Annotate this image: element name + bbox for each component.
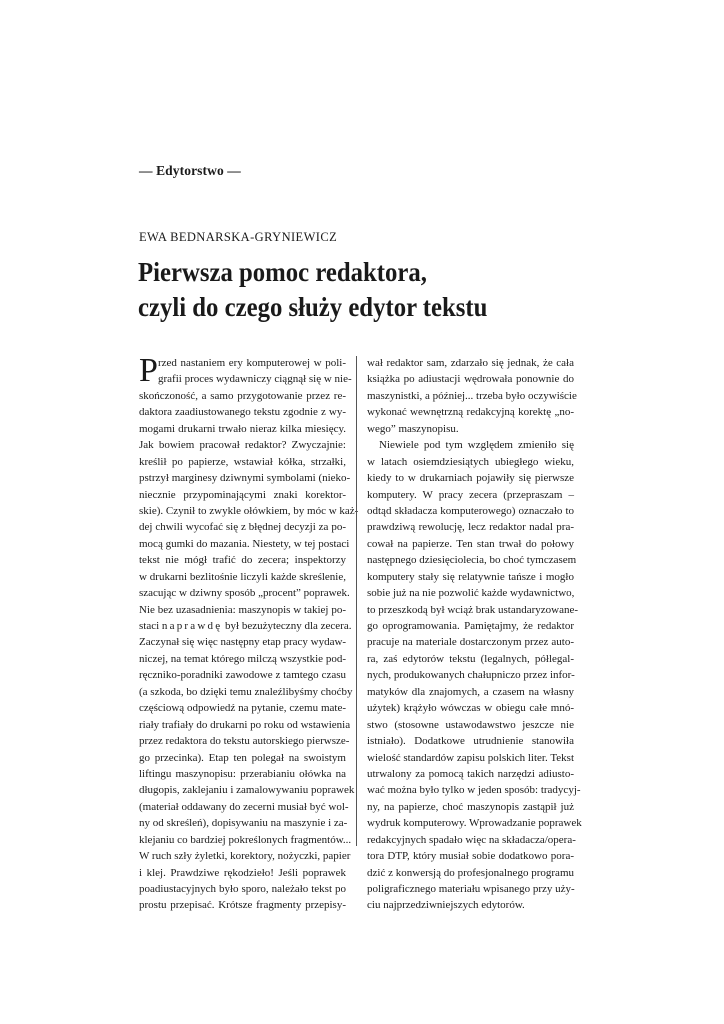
text-line: ny od skreśleń), dopisywaniu na maszynie i za- — [139, 817, 348, 830]
text-line: W ruch szły żyletki, korektory, nożyczki, papier — [139, 850, 351, 863]
text-line: częściową odpowiedź na pytanie, czemu mate- — [139, 702, 346, 715]
text-line: pracuje na materiale dostarczonym przez auto- — [367, 636, 574, 649]
text-line: szacując w dziwny sposób „procent” poprawek. — [139, 587, 350, 600]
text-line: ciu najprzedziwniejszych edytorów. — [367, 899, 525, 912]
text-line: poadiustacyjnych było sporo, należało tekst po — [139, 883, 346, 895]
text-line: ny, na papierze, choć maszynopis zastąpił już — [367, 800, 574, 813]
text-line: rzed nastaniem ery komputerowej w poli- — [158, 357, 346, 369]
text-line: nych, produkowanych chałupniczo przez infor- — [367, 669, 575, 682]
text-line: wego” maszynopisu. — [367, 422, 459, 435]
text-line: komputery. W pracy zecera (przepraszam – — [367, 488, 574, 501]
article-title — [138, 254, 487, 324]
text-line: w drukarni bezlitośnie liczyli każde skreślenie, — [139, 570, 346, 583]
column-divider — [356, 356, 357, 846]
text-line: maszynistki, a później... trzeba było oczywiście — [367, 389, 577, 402]
text-line: niecznie przypominającymi znaki korektor- — [139, 488, 346, 501]
text-line: pstrzył marginesy dziwnymi symbolami (nieko- — [139, 472, 351, 485]
text-line: ręczniko-poradniki zawodowe z tamtego czasu — [139, 669, 346, 682]
text-line: kiedy to w drukarniach pojawiły się pierwsze — [367, 472, 574, 485]
text-line: i klej. Prawdziwe rękodzieło! Jeśli poprawek — [139, 866, 346, 879]
title-line: Pierwsza pomoc redaktora, — [138, 256, 427, 287]
text-line: wać można było tylko w jeden sposób: tradycyj- — [367, 784, 581, 797]
text-line: wał redaktor sam, zdarzało się jednak, że cała — [367, 357, 574, 369]
text-line: go przecinka). Etap ten polegał na swoistym — [139, 751, 346, 764]
text-line: matyków dla znajomych, a czasem na własny — [367, 685, 574, 698]
text-line: Jak bowiem pracował redaktor? Zwyczajnie: — [139, 439, 346, 452]
text-line: Niewiele pod tym względem zmieniło się — [379, 439, 574, 452]
text-line: niczej, na temat którego milczą wszystkie pod- — [139, 652, 346, 665]
text-line: ra, zaś edytorów tekstu (legalnych, półlegal- — [367, 652, 574, 665]
text-line: Zaczynał się więc następny etap pracy wydaw- — [139, 636, 347, 649]
text-line: go oprogramowania. Pamiętajmy, że redaktor — [367, 620, 574, 632]
text-line: sobie już na nie pozwolić każde wydawnictwo, — [367, 587, 575, 600]
text-line: klejaniu co bardziej pokreślonych fragmentów... — [139, 833, 352, 846]
text-line: mogami drukarni trwało nieraz kilka miesięcy. — [139, 422, 346, 435]
section-label: — Edytorstwo — — [139, 163, 241, 178]
text-line: wielość standardów zapisu polskich liter. Tekst — [367, 751, 574, 764]
text-line: riały trafiały do drukarni po roku od wstawienia — [139, 718, 351, 731]
text-line: prostu przepisać. Krótsze fragmenty przepisy- — [139, 899, 346, 912]
text-line: utrwalony za pomocą takich narzędzi adiusto- — [367, 767, 574, 780]
text-line-spaced — [139, 618, 352, 634]
text-line: dzić z konwersją do profesjonalnego programu — [367, 866, 574, 879]
text-line: komputery stały się relatywnie tańsze i mogło — [367, 570, 574, 583]
text-line: prawdziwą rewolucję, lecz redaktor nadal pra- — [367, 521, 574, 534]
drop-cap: P — [139, 352, 158, 389]
text-line: skie). Czynił to zwykle ołówkiem, by móc w każ- — [139, 504, 359, 517]
text-line: (materiał oddawany do zecerni musiał być wol- — [139, 800, 349, 813]
text-line: liftingu maszynopisu: przerabianiu ołówka na — [139, 767, 346, 780]
text-line: w latach osiemdziesiątych ubiegłego wieku, — [367, 455, 574, 468]
text-line: wydruk komputerowy. Wprowadzanie poprawek — [367, 817, 582, 830]
text-line: następnego dziesięciolecia, bo choć tymczasem — [367, 554, 577, 567]
text-line: stwo (stosowne ustawodawstwo jeszcze nie — [367, 718, 574, 731]
text-line: książka po adiustacji wędrowała ponownie do — [367, 373, 574, 386]
text-line: grafii proces wydawniczy ciągnął się w nie- — [158, 373, 352, 386]
text-line: tekst nie mógł trafić do zecera; inspektorzy — [139, 554, 346, 567]
text-line: tora DTP, który musiał sobie dodatkowo pora- — [367, 850, 574, 863]
first-paragraph — [139, 352, 352, 389]
text-line: to przeszkodą był wciąż brak ustandaryzowane- — [367, 603, 579, 616]
text-fragment: był bezużyteczny dla zecera. — [222, 620, 352, 632]
text-line: daktora zaadiustowanego tekstu zgodnie z wy- — [139, 406, 346, 419]
text-line: skończoność, a samo przygotowanie przez re- — [139, 389, 346, 402]
text-line: przez redaktora do tekstu autorskiego pierwsze- — [139, 735, 350, 748]
text-line: cował na papierze. Ten stan trwał do połowy — [367, 537, 574, 550]
text-line: (a szkoda, bo dzięki temu znaleźlibyśmy choćby — [139, 685, 353, 698]
text-line: długopis, zaklejaniu i zamalowywaniu poprawek — [139, 784, 355, 797]
text-line: Nie bez uzasadnienia: maszynopis w takiej po- — [139, 603, 346, 616]
text-line: redakcyjnych spadało więc na składacza/opera- — [367, 833, 576, 846]
text-line: mocą gumki do mazania. Niestety, w tej postaci — [139, 537, 350, 550]
text-line: istniało). Dodatkowe utrudnienie stanowiła — [367, 735, 574, 748]
author-name: EWA BEDNARSKA-GRYNIEWICZ — [139, 230, 338, 244]
text-line: odtąd składacza komputerowego) oznaczało to — [367, 504, 574, 517]
text-line: kreślił po papierze, wstawiał kółka, strzałki, — [139, 455, 346, 468]
text-fragment: staci — [139, 620, 162, 632]
left-column — [139, 352, 359, 914]
text-line: dej chwili wycofać się z błędnej decyzji za po- — [139, 521, 346, 534]
title-line: czyli do czego służy edytor tekstu — [138, 291, 488, 322]
text-line: poligraficznego materiału wpisanego przy uży- — [367, 883, 575, 895]
emphasized-word: naprawdę — [161, 620, 223, 632]
text-line: wykonać wewnętrzną redakcyjną korektę „no- — [367, 406, 574, 419]
right-column — [367, 355, 582, 914]
text-line: użytek) krążyło wówczas w obiegu całe mnó- — [367, 702, 574, 715]
